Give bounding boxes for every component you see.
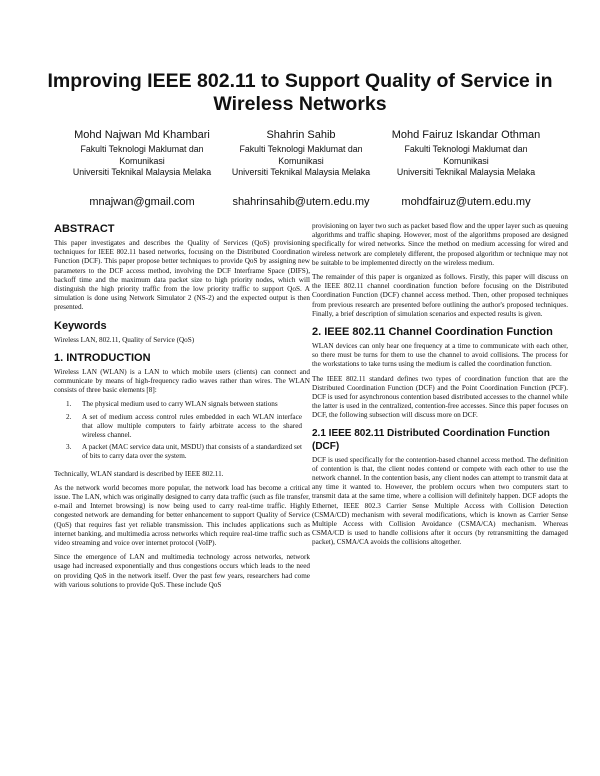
paragraph: provisioning on layer two such as packet based flow and the upper layer such as queuing algorithms and traffic shaping. However, most of the algorithms proposed are designed specifically for wired networks. Since the method on medium accessing for wired and wireless network are completely different, the proposed algorithm or technique may not be suitable to be implemented directly on the wireless medium. (312, 222, 568, 267)
paragraph: The remainder of this paper is organized as follows. Firstly, this paper will discuss on the IEEE 802.11 channel coordination function before focusing on the Distributed Coordination Function (DCF) channel access method. Then, other proposed techniques from previous research are presented before outlining the author's proposed techniques. Finally, a brief description of simulation scenarios and expected results is given. (312, 273, 568, 318)
list-number: 1. (66, 400, 72, 409)
author-email: mohdfairuz@utem.edu.my (401, 195, 531, 208)
author-block-2 (211, 128, 391, 208)
author-affiliation: Fakulti Teknologi Maklumat dan (80, 144, 204, 154)
list-number: 2. (66, 412, 72, 421)
keywords-text: Wireless LAN, 802.11, Quality of Service (QoS) (54, 335, 195, 344)
author-email: mnajwan@gmail.com (89, 195, 195, 208)
list-item (54, 443, 310, 461)
list-number: 3. (66, 443, 72, 452)
author-name: Mohd Najwan Md Khambari (74, 129, 210, 141)
paragraph: Technically, WLAN standard is described by IEEE 802.11. (54, 469, 224, 478)
author-affiliation: Universiti Teknikal Malaysia Melaka (72, 167, 212, 177)
author-affiliation: Fakulti Teknologi Maklumat dan (404, 144, 528, 154)
keywords-heading: Keywords (54, 319, 107, 332)
author-affiliation: Universiti Teknikal Malaysia Melaka (396, 167, 536, 177)
author-affiliation: Komunikasi (119, 155, 165, 166)
author-affiliation: Universiti Teknikal Malaysia Melaka (231, 167, 371, 177)
paragraph: Since the emergence of LAN and multimedia technology across networks, network usage had increased exponentially and thus congestions occurs which leads to the need on providing QoS in the network itself. Over the past few years, researchers had come with various solutions to provide QoS. These include QoS (54, 553, 310, 589)
author-block-3 (376, 128, 556, 208)
author-name: Shahrin Sahib (266, 129, 336, 141)
author-name: Mohd Fairuz Iskandar Othman (391, 129, 541, 141)
paragraph: WLAN devices can only hear one frequency at a time to communicate with each other, so there must be turns for them to use the channel to avoid collisions. The process for the workstations to take turns using the medium is called the coordination function. (312, 342, 568, 369)
list-item (54, 400, 310, 409)
abstract-heading: ABSTRACT (54, 223, 115, 235)
list-text: The physical medium used to carry WLAN signals between stations (82, 400, 278, 409)
right-column (312, 222, 568, 553)
intro-heading: 1. INTRODUCTION (54, 351, 151, 364)
paragraph: Wireless LAN (WLAN) is a LAN to which mobile users (clients) can connect and communicate by means of high-frequency radio waves rather than wires. The WLAN consists of three basic elements [8]: (54, 367, 310, 395)
list-text: A packet (MAC service data unit, MSDU) that consists of a standardized set of bits to carry data over the system. (82, 443, 302, 461)
paragraph: The IEEE 802.11 standard defines two types of coordination function that are the Distributed Coordination Function (DCF) and the Point Coordination Function (PCF). DCF is used for asynchronous contention based distributed accesses to the channel while the latter is used in the centralized, contention-free accesses. Since this paper focuses on DCF, the following subsection will discuss more on DCF. (312, 374, 568, 420)
list-text: A set of medium access control rules embedded in each WLAN interface that allow multiple computers to fairly arbitrate access to the shared wireless channel. (82, 412, 302, 440)
abstract-text: This paper investigates and describes the Quality of Services (QoS) provisioning techniques for IEEE 802.11 based networks, focusing on the Distributed Coordination Function (DCF). This paper propose better techniques to provide QoS by assigning new parameters to the DCF access method, involving the DCF Interframe Space (DIFS), backoff time and the maximum data packet size to high priority nodes, which will distinguish the high priority traffic from the low priority traffic to support QoS. A simulation is done using Network Simulator 2 (NS-2) and the expected output is then presented. (54, 239, 310, 312)
author-affiliation: Komunikasi (278, 155, 324, 166)
author-block-1 (52, 128, 232, 208)
paragraph: As the network world becomes more popular, the network load has become a critical issue. The LAN, which was originally designed to carry data traffic (such as file transfer, e-mail and Internet browsing) is now being used to carry real-time traffic. Highly congested network are demanding for better enhancement to support Quality of Service (QoS) that requires fast yet reliable transmission. This includes applications such as internet banking, and multimedia across networks which require real-time traffic such as video streaming and voice over internet protocol (VoIP). (54, 483, 310, 548)
author-affiliation: Komunikasi (443, 155, 489, 166)
author-email: shahrinsahib@utem.edu.my (232, 195, 370, 208)
paper-title: Improving IEEE 802.11 to Support Quality of Service in Wireless Networks (47, 70, 553, 115)
element-list (54, 400, 310, 461)
author-affiliation: Fakulti Teknologi Maklumat dan (239, 144, 363, 154)
list-item (54, 413, 310, 441)
section-2-heading: 2. IEEE 802.11 Channel Coordination Function (312, 326, 553, 339)
section-2-1-heading: 2.1 IEEE 802.11 Distributed Coordination Function (DCF) (312, 427, 550, 452)
left-column (54, 222, 310, 595)
paragraph: DCF is used specifically for the contention-based channel access method. The definition of contention is that, the client nodes contend or compete with each other to use the network channel. In the contention basis, any client nodes can attempt to transmit data at any time it wanted to. However, the problem occurs when two computers start to transmit data at the same time, where a collision will definitely happen. DCF adopts the Ethernet, IEEE 802.3 Carrier Sense Multiple Access with Collision Detection (CSMA/CD) mechanism with several modifications, which is known as Carrier Sense Multiple Access with Collision Avoidance (CSMA/CA) mechanism. Whereas CSMA/CD is used to handle collisions after it occurs (by retransmitting the damaged packet), CSMA/CA avoids the collisions altogether. (312, 455, 568, 547)
